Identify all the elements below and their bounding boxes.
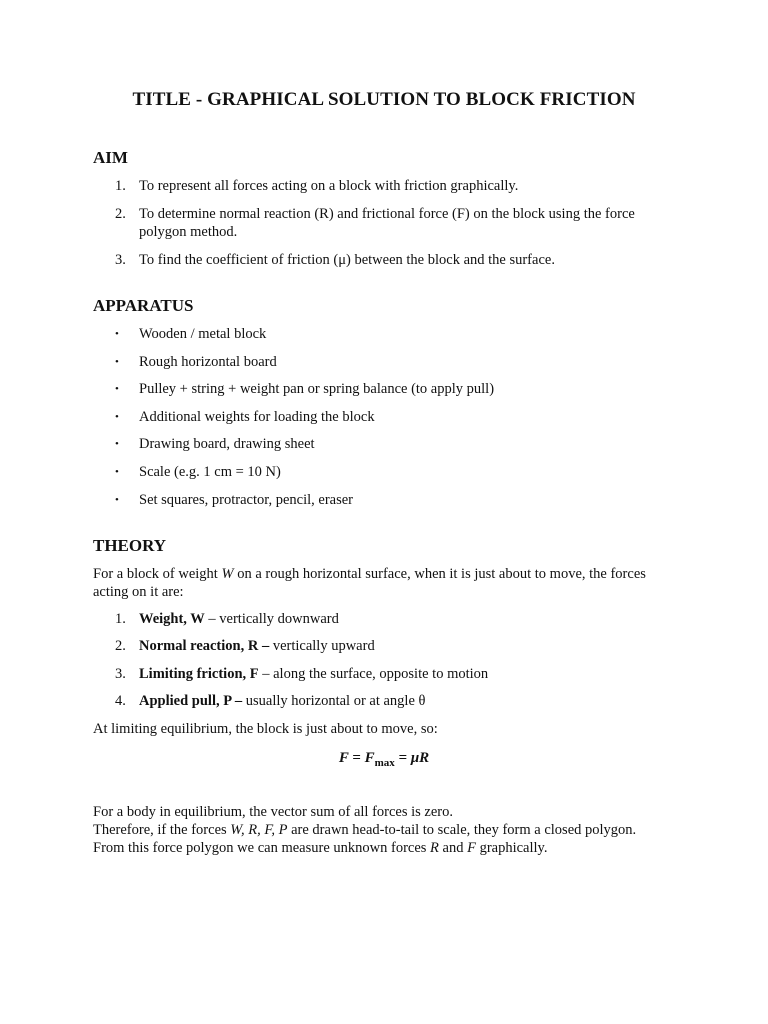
apparatus-item-text: Pulley + string + weight pan or spring balance (to apply pull) <box>139 381 495 398</box>
bullet-icon: • <box>115 383 119 396</box>
apparatus-item-text: Additional weights for loading the block <box>139 408 375 425</box>
force-description: usually horizontal or at angle θ <box>242 693 426 710</box>
aim-section <box>93 147 675 269</box>
apparatus-item-text: Wooden / metal block <box>139 326 267 342</box>
apparatus-item-text: Scale (e.g. 1 cm = 10 N) <box>139 463 281 480</box>
aim-item-3 <box>93 251 675 269</box>
closing-line-1: For a body in equilibrium, the vector sum of all forces is zero. <box>93 803 453 820</box>
list-number: 1. <box>115 610 126 627</box>
force-term: Normal reaction, R – <box>139 638 270 655</box>
closing-text: are drawn head-to-tail to scale, they form a closed polygon. <box>287 821 637 838</box>
aim-item-text: To determine normal reaction (R) and frictional force (F) on the block using the force polygon method. <box>139 206 635 240</box>
closing-text: and <box>438 839 468 856</box>
apparatus-item <box>93 325 675 343</box>
apparatus-item <box>93 463 675 481</box>
apparatus-item <box>93 435 675 453</box>
intro-text: For a block of weight <box>93 565 222 582</box>
list-number: 3. <box>115 665 126 682</box>
apparatus-item <box>93 380 675 398</box>
bullet-icon: • <box>115 438 119 451</box>
force-description: vertically upward <box>269 638 375 655</box>
apparatus-item-text: Set squares, protractor, pencil, eraser <box>139 491 354 508</box>
force-description: – vertically downward <box>204 610 339 627</box>
force-item-weight <box>93 610 675 628</box>
list-number: 2. <box>115 638 126 655</box>
aim-item-text: To represent all forces acting on a block with friction graphically. <box>139 178 519 194</box>
theory-heading: THEORY <box>93 535 167 555</box>
formula-subscript: max <box>374 756 395 769</box>
closing-line-2 <box>93 821 675 839</box>
list-number: 2. <box>115 206 126 222</box>
force-item-applied-pull <box>93 692 675 710</box>
apparatus-item <box>93 491 675 509</box>
aim-list <box>93 177 675 269</box>
theory-section <box>93 535 675 857</box>
list-number: 1. <box>115 178 126 194</box>
aim-heading: AIM <box>93 148 128 167</box>
apparatus-section <box>93 295 675 509</box>
friction-formula <box>93 748 675 773</box>
bullet-icon: • <box>115 493 119 506</box>
math-variable: R <box>430 839 439 856</box>
theory-intro <box>93 565 675 601</box>
bullet-icon: • <box>115 355 119 368</box>
closing-text: From this force polygon we can measure unknown forces <box>93 839 431 856</box>
math-variable: W, R, F, P <box>230 821 288 838</box>
force-list <box>93 610 675 711</box>
apparatus-item <box>93 353 675 371</box>
aim-item-2 <box>93 205 675 241</box>
force-item-limiting-friction <box>93 665 675 683</box>
apparatus-item-text: Drawing board, drawing sheet <box>139 436 315 453</box>
apparatus-item-text: Rough horizontal board <box>139 353 277 370</box>
bullet-icon: • <box>115 465 119 478</box>
force-item-normal-reaction <box>93 637 675 655</box>
force-term: Limiting friction, F <box>139 665 259 682</box>
equilibrium-statement: At limiting equilibrium, the block is just about to move, so: <box>93 720 438 737</box>
closing-text: graphically. <box>475 839 548 856</box>
apparatus-list <box>93 325 675 509</box>
apparatus-item <box>93 408 675 426</box>
list-number: 4. <box>115 693 126 710</box>
closing-text: Therefore, if the forces <box>93 821 231 838</box>
closing-line-3 <box>93 839 675 857</box>
formula-lhs: F = F <box>338 749 375 766</box>
aim-item-1 <box>93 177 675 195</box>
bullet-icon: • <box>115 410 119 423</box>
closing-paragraph <box>93 803 675 857</box>
apparatus-heading: APPARATUS <box>93 296 194 315</box>
math-variable: F <box>467 839 476 856</box>
intro-text: on a rough horizontal surface, when it is just about to move, the forces acting on it are: <box>93 565 646 600</box>
math-variable: W <box>221 565 234 582</box>
force-description: – along the surface, opposite to motion <box>258 665 489 682</box>
document-title: TITLE - GRAPHICAL SOLUTION TO BLOCK FRICTION <box>132 89 636 110</box>
bullet-icon: • <box>115 328 119 340</box>
force-term: Applied pull, P – <box>139 693 243 710</box>
aim-item-text: To find the coefficient of friction (μ) between the block and the surface. <box>139 252 555 268</box>
formula-rhs: = μR <box>394 749 430 766</box>
force-term: Weight, W <box>139 610 205 627</box>
list-number: 3. <box>115 252 126 268</box>
